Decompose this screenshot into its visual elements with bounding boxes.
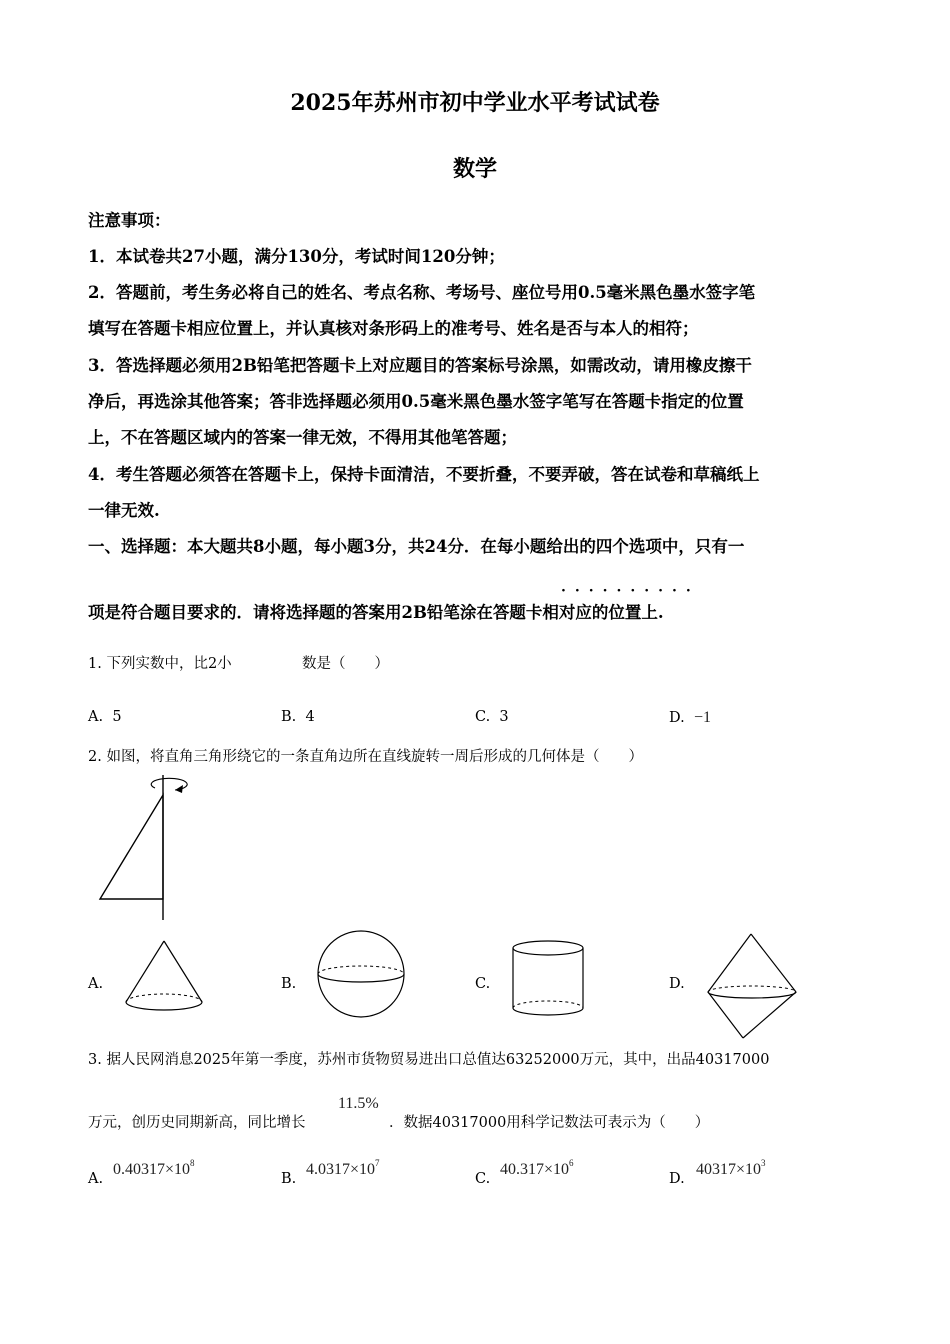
notice-line: 3．答选择题必须用2B铅笔把答题卡上对应题目的答案标号涂黑，如需改动，请用橡皮擦干 xyxy=(88,356,752,375)
q3-option-b-value: $4.0317\times 10^7$ xyxy=(306,1158,380,1178)
option-label: D. xyxy=(669,710,685,726)
notice-line: 2．答题前，考生务必将自己的姓名、考点名称、考场号、座位号用0.5毫米黑色墨水签字笔 xyxy=(88,283,756,302)
cone-icon xyxy=(124,938,204,1018)
sphere-icon xyxy=(316,932,406,1018)
rotation-arrowhead xyxy=(175,785,183,793)
q3-option-c-label: C. xyxy=(475,1171,491,1187)
notice-line: 填写在答题卡相应位置上，并认真核对条形码上的准考号、姓名是否与本人的相符； xyxy=(88,319,699,338)
notice-line: 1．本试卷共27小题，满分130分，考试时间120分钟； xyxy=(88,247,505,266)
q3-option-b-label: B. xyxy=(281,1171,297,1187)
q2-option-d-label: D. xyxy=(669,976,685,992)
option-value: 3 xyxy=(499,709,509,725)
q1-stem-end: 数是（ ） xyxy=(302,656,389,672)
q1-option-b xyxy=(281,709,315,725)
right-triangle xyxy=(100,795,163,899)
exam-title: 2025年苏州市初中学业水平考试试卷 xyxy=(290,90,660,116)
option-value: 5 xyxy=(112,709,122,725)
q3-option-a-label: A. xyxy=(88,1171,104,1187)
q3-option-a-value: $0.40317\times 10^8$ xyxy=(113,1158,195,1178)
q1-option-c xyxy=(475,709,509,725)
notice-heading: 注意事项： xyxy=(88,211,171,230)
double-cone-icon xyxy=(706,932,800,1040)
option-label: C. xyxy=(475,709,491,725)
q1-option-d xyxy=(669,709,711,727)
emphasis-dots: ·········· xyxy=(561,583,700,599)
option-value: 4 xyxy=(305,709,315,725)
q3-option-d-label: D. xyxy=(669,1171,685,1187)
rotating-triangle-figure xyxy=(95,775,195,925)
q2-stem: 2. 如图，将直角三角形绕它的一条直角边所在直线旋转一周后形成的几何体是（ ） xyxy=(88,749,643,765)
cylinder-icon xyxy=(511,940,587,1020)
option-label: A. xyxy=(88,709,104,725)
section-instruction: 项是符合题目要求的．请将选择题的答案用2B铅笔涂在答题卡相对应的位置上. xyxy=(88,603,664,622)
notice-line: 4．考生答题必须答在答题卡上，保持卡面清洁，不要折叠，不要弄破，答在试卷和草稿纸上 xyxy=(88,465,760,484)
q2-option-a-label: A. xyxy=(88,976,104,992)
subject-title: 数学 xyxy=(452,156,497,182)
notice-line: 上，不在答题区域内的答案一律无效，不得用其他笔答题； xyxy=(88,428,517,447)
q3-stem-line1: 3. 据人民网消息2025年第一季度，苏州市货物贸易进出口总值达63252000万元，其中，出品40317000 xyxy=(88,1052,770,1068)
option-value: −1 xyxy=(693,709,711,726)
q1-stem-start: 1. 下列实数中，比2小 xyxy=(88,656,232,672)
q3-option-c-value: $40.317\times 10^6$ xyxy=(500,1158,574,1178)
q3-stem-line2-start: 万元，创历史同期新高，同比增长 xyxy=(88,1115,306,1131)
notice-line: 净后，再选涂其他答案；答非选择题必须用0.5毫米黑色墨水签字笔写在答题卡指定的位置 xyxy=(88,392,744,411)
q1-option-a xyxy=(88,709,122,725)
growth-rate: 11.5% xyxy=(338,1095,379,1112)
section-heading: 一、选择题：本大题共8小题，每小题3分，共24分．在每小题给出的四个选项中，只有一 xyxy=(88,537,745,556)
q2-option-b-label: B. xyxy=(281,976,297,992)
q2-option-c-label: C. xyxy=(475,976,491,992)
q3-option-d-value: $40317\times 10^3$ xyxy=(696,1158,766,1178)
option-label: B. xyxy=(281,709,297,725)
notice-line: 一律无效. xyxy=(88,501,160,520)
q3-stem-line2-end: ．数据40317000用科学记数法可表示为（ ） xyxy=(389,1115,710,1131)
